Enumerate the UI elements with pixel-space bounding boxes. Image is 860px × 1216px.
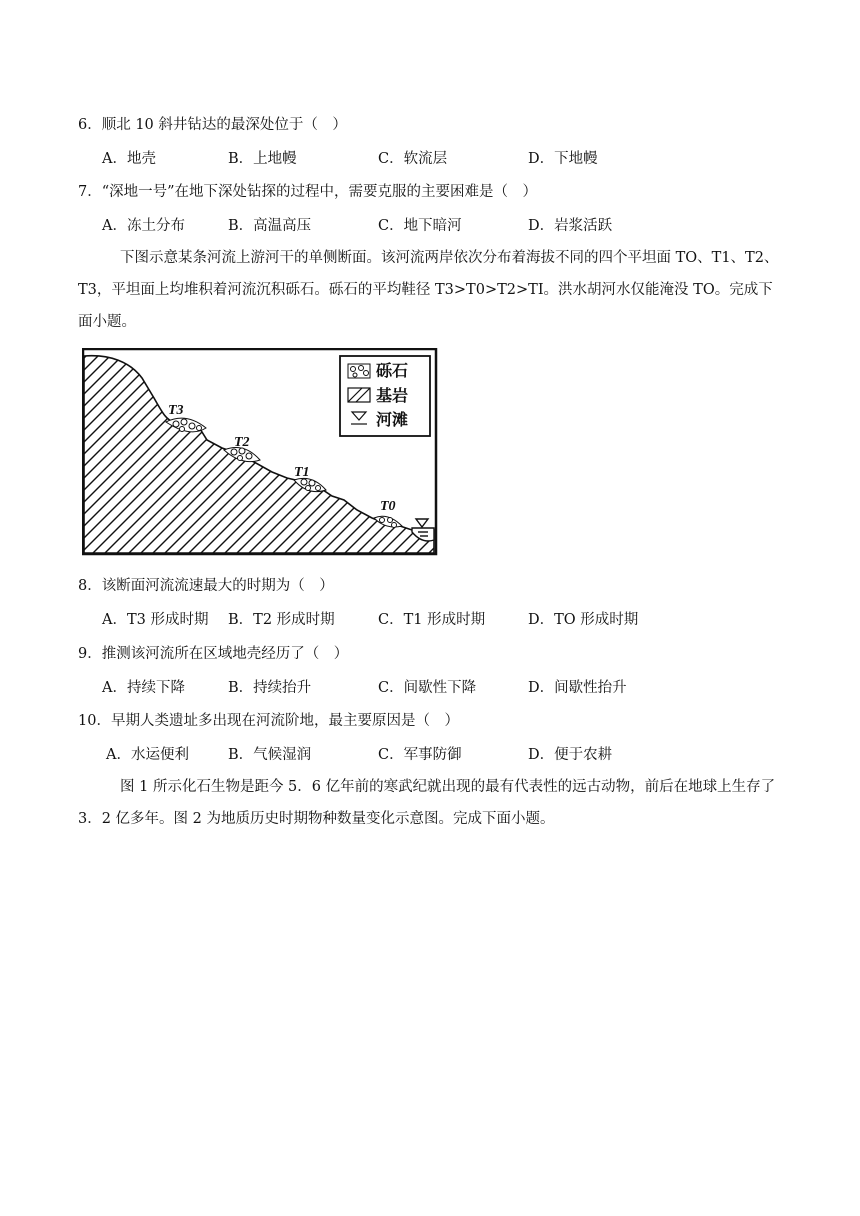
label-t0: T0 — [380, 499, 396, 514]
option-d: D．下地幔 — [528, 151, 598, 167]
question-6-stem: 6．顺北 10 斜井钻达的最深处位于（ ） — [78, 117, 347, 133]
option-c: C．地下暗河 — [378, 218, 462, 234]
option-b: B．持续抬升 — [228, 680, 312, 696]
option-b: B．T2 形成时期 — [228, 612, 335, 628]
question-6-options — [102, 147, 822, 167]
option-c: C．间歇性下降 — [378, 680, 477, 696]
option-d: D．间歇性抬升 — [528, 680, 627, 696]
question-9-options — [102, 676, 822, 696]
option-d: D．便于农耕 — [528, 747, 613, 763]
option-b: B．上地幔 — [228, 151, 297, 167]
question-7-options — [102, 214, 822, 234]
question-10-stem: 10．早期人类遗址多出现在河流阶地，最主要原因是（ ） — [78, 713, 459, 729]
option-a: A．T3 形成时期 — [102, 612, 209, 628]
legend-gravel-swatch — [348, 364, 370, 378]
passage-river: 下图示意某条河流上游河干的单侧断面。该河流两岸依次分布着海拔不同的四个平坦面 TO、T1、T2、T3，平坦面上均堆积着河流沉积砾石。砾石的平均鞋径 T3>T0>T2>TI。洪水胡河水仅能淹没 TO。完成下面小题。 — [78, 250, 779, 330]
legend-bedrock-swatch — [348, 388, 370, 402]
label-t1: T1 — [294, 465, 310, 480]
legend-riverbank-label: 河滩 — [376, 410, 409, 429]
question-9-stem: 9．推测该河流所在区域地壳经历了（ ） — [78, 646, 349, 662]
option-c: C．T1 形成时期 — [378, 612, 486, 628]
river-cross-section-figure — [82, 348, 438, 556]
option-c: C．军事防御 — [378, 747, 462, 763]
question-8-options — [102, 608, 822, 628]
option-d: D．岩浆活跃 — [528, 218, 613, 234]
legend — [340, 356, 430, 436]
option-a: A．冻土分布 — [102, 218, 185, 234]
label-t3: T3 — [168, 403, 184, 418]
option-a: A．水运便利 — [106, 747, 189, 763]
option-a: A．地壳 — [102, 151, 156, 167]
option-b: B．气候湿润 — [228, 747, 312, 763]
question-7-stem: 7．“深地一号”在地下深处钻探的过程中，需要克服的主要困难是（ ） — [78, 184, 538, 200]
passage-fossil: 图 1 所示化石生物是距今 5．6 亿年前的寒武纪就出现的最有代表性的远古动物，前后在地球上生存了 3．2 亿多年。图 2 为地质历史时期物种数量变化示意图。完成下面小题。 — [78, 779, 776, 827]
question-8-stem: 8．该断面河流流速最大的时期为（ ） — [78, 578, 334, 594]
option-b: B．高温高压 — [228, 218, 312, 234]
option-a: A．持续下降 — [102, 680, 185, 696]
legend-gravel-label: 砾石 — [376, 361, 409, 380]
option-c: C．软流层 — [378, 151, 448, 167]
question-10-options — [102, 743, 822, 763]
option-d: D．TO 形成时期 — [528, 612, 639, 628]
label-t2: T2 — [234, 435, 250, 450]
legend-bedrock-label: 基岩 — [376, 386, 409, 405]
